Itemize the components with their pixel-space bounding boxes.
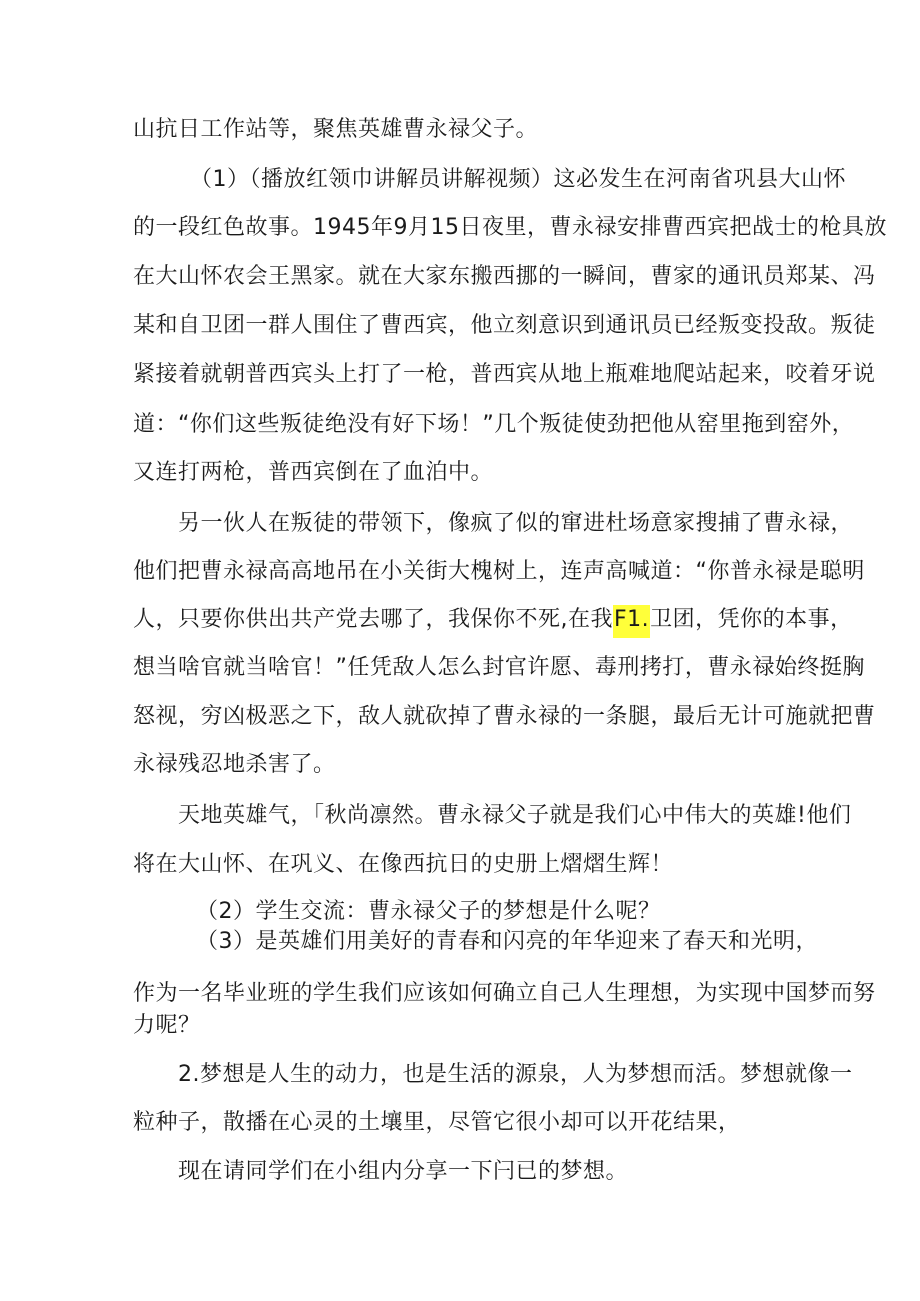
text-line: 山抗日工作站等，聚焦英雄曹永禄父子。 [133,117,539,142]
text-line: 永禄残忍地杀害了。 [133,752,336,777]
text-line: 某和自卫团一群人围住了曹西宾，他立刻意识到通讯员已经叛变投敌。叛徒 [133,313,876,338]
text-segment: 卫团，凭你的本事， [650,607,853,632]
text-line: 2.梦想是人生的动力，也是生活的源泉，人为梦想而活。梦想就像一 [178,1062,853,1087]
text-segment: 人，只要你供出共产党去哪了，我保你不死,在我 [133,607,613,632]
text-line: 在大山怀农会王黑家。就在大家东搬西挪的一瞬间，曹家的通讯员郑某、冯 [133,264,876,289]
text-line: 想当啥官就当啥官！”任凭敌人怎么封官许愿、毒刑拷打，曹永禄始终挺胸 [133,655,865,680]
text-line: 力呢？ [133,1013,201,1038]
text-line: 他们把曹永禄高高地吊在小关街大槐树上，连声高喊道：“你普永禄是聪明 [133,559,865,584]
text-line: 的一段红色故事。1945年9月15日夜里，曹永禄安排曹西宾把战士的枪具放 [133,215,887,240]
text-line: 粒种子，散播在心灵的土壤里，尽管它很小却可以开花结果， [133,1110,741,1135]
text-line: 又连打两枪，普西宾倒在了血泊中。 [133,460,494,485]
text-line: 另一伙人在叛徒的带领下，像疯了似的窜进杜场意家搜捕了曹永禄， [178,511,854,536]
text-line: 怒视，穷凶极恶之下，敌人就砍掉了曹永禄的一条腿，最后无计可施就把曹 [133,704,876,729]
text-line: 天地英雄气，「秋尚凛然。曹永禄父子就是我们心中伟大的英雄!他们 [178,803,852,828]
text-line [133,605,853,635]
text-line: 将在大山怀、在巩义、在像西抗日的史册上熠熠生辉！ [133,852,674,877]
text-line: 紧接着就朝普西宾头上打了一枪，普西宾从地上瓶难地爬站起来，咬着牙说 [133,362,876,387]
text-line: 道：“你们这些叛徒绝没有好下场！”几个叛徒使劲把他从窑里拖到窑外， [133,412,855,437]
text-line: 现在请同学们在小组内分享一下闩已的梦想。 [178,1159,629,1184]
text-line: （3）是英雄们用美好的青春和闪亮的年华迎来了春天和光明， [196,929,818,954]
text-line: 作为一名毕业班的学生我们应该如何确立自己人生理想，为实现中国梦而努 [133,981,876,1006]
highlight-mark: F1. [613,605,650,638]
text-line: （2）学生交流：曹永禄父子的梦想是什么呢？ [196,899,661,924]
text-line: （1）（播放红领巾讲解员讲解视频）这必发生在河南省巩县大山怀 [190,167,846,192]
